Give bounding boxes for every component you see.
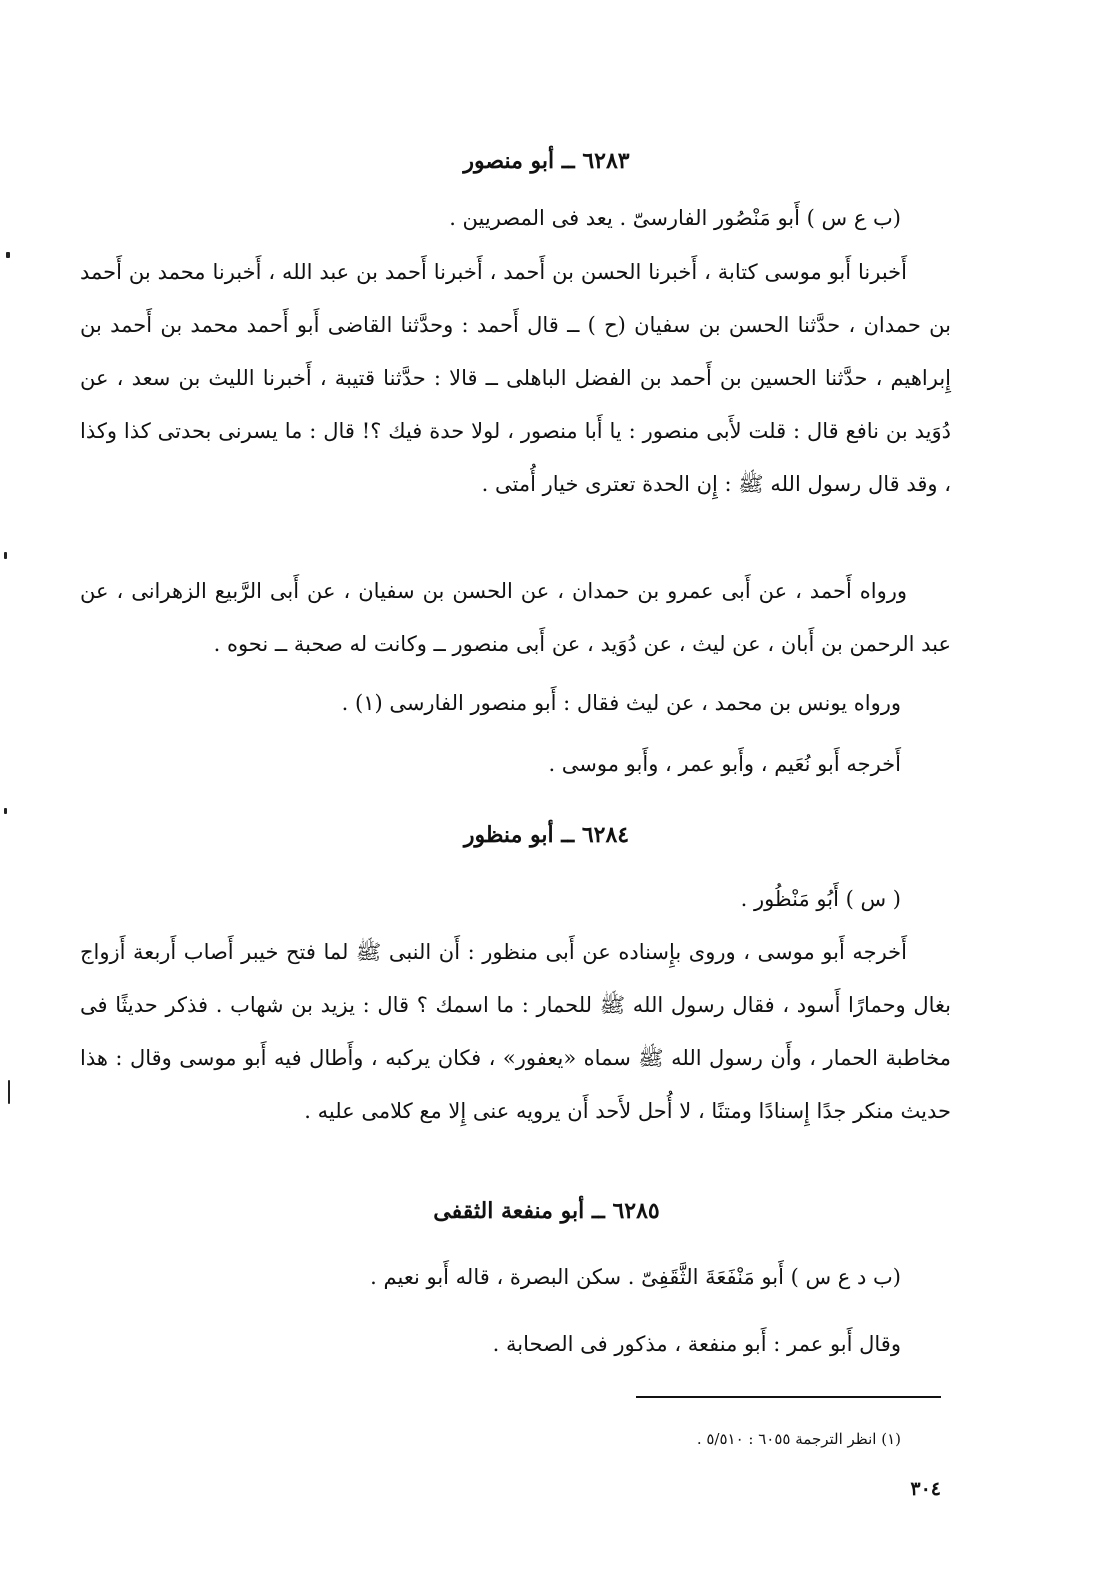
footnote: (١) انظر الترجمة ٦٠٥٥ : ٥/٥١٠ . — [696, 1430, 901, 1448]
entry-paragraph: أَخرجه أَبو موسى ، وروى بإِسناده عن أَبى منظور : أَن النبى ﷺ لما فتح خيبر أَصاب أَربعة أَزواج بغال وحمارًا أَسود ، فقال رسول الله ﷺ للحمار : ما اسمك ؟ قال : يزيد بن شهاب . فذكر حديثًا فى مخاطبة الحمار ، وأَن رسول الله ﷺ سماه «يعفور» ، فكان يركبه ، وأَطال فيه أَبو موسى وقال : هذا حديث منكر جدًا إِسنادًا ومتنًا ، لا أُحل لأَحد أَن يرويه عنى إِلا مع كلامى عليه . — [80, 940, 951, 1123]
scan-speck — [4, 808, 7, 814]
scan-speck — [8, 1080, 10, 1104]
entry-paragraph: ورواه أَحمد ، عن أَبى عمرو بن حمدان ، عن الحسن بن سفيان ، عن أَبى الرَّبيع الزهرانى ، عن عبد الرحمن بن أَبان ، عن ليث ، عن دُوَيد ، عن أَبى منصور ــ وكانت له صحبة ــ نحوه . — [80, 579, 951, 656]
scan-speck — [6, 252, 10, 258]
page-number: ٣٠٤ — [910, 1478, 941, 1500]
entry-heading-6285: ٦٢٨٥ ــ أبو منفعة الثقفى — [433, 1198, 660, 1224]
entry-paragraph: أَخبرنا أَبو موسى كتابة ، أَخبرنا الحسن بن أَحمد ، أَخبرنا أَحمد بن عبد الله ، أَخبرنا محمد بن أَحمد بن حمدان ، حدَّثنا الحسن بن سفيان (ح ) ــ قال أَحمد : وحدَّثنا القاضى أَبو أَحمد محمد بن أَحمد بن إِبراهيم ، حدَّثنا الحسين بن أَحمد بن الفضل الباهلى ــ قالا : حدَّثنا قتيبة ، أَخبرنا الليث بن سعد ، عن دُوَيد بن نافع قال : قلت لأَبى منصور : يا أَبا منصور ، لولا حدة فيك ؟! قال : ما يسرنى بحدتى كذا وكذا ، وقد قال رسول الله ﷺ : إِن الحدة تعترى خيار أُمتى . — [80, 260, 951, 496]
entry-heading-6283: ٦٢٨٣ ــ أبو منصور — [463, 148, 630, 174]
footnote-divider — [636, 1396, 941, 1398]
entry-intro-6283: (ب ع س ) أَبو مَنْصُور الفارسىّ . يعد فى المصريين . — [449, 206, 901, 230]
entry-intro-6284: ( س ) أَبُو مَنْظُور . — [740, 887, 901, 911]
entry-line: وقال أَبو عمر : أَبو منفعة ، مذكور فى الصحابة . — [492, 1332, 901, 1356]
entry-intro-6285: (ب د ع س ) أَبو مَنْفَعَةَ الثَّقَفِىّ . سكن البصرة ، قاله أَبو نعيم . — [370, 1265, 901, 1289]
entry-line: أَخرجه أَبو نُعَيم ، وأَبو عمر ، وأَبو موسى . — [548, 752, 901, 776]
entry-line: ورواه يونس بن محمد ، عن ليث فقال : أَبو منصور الفارسى (١) . — [341, 691, 901, 715]
entry-heading-6284: ٦٢٨٤ ــ أبو منظور — [463, 822, 630, 848]
scan-speck — [4, 552, 7, 559]
